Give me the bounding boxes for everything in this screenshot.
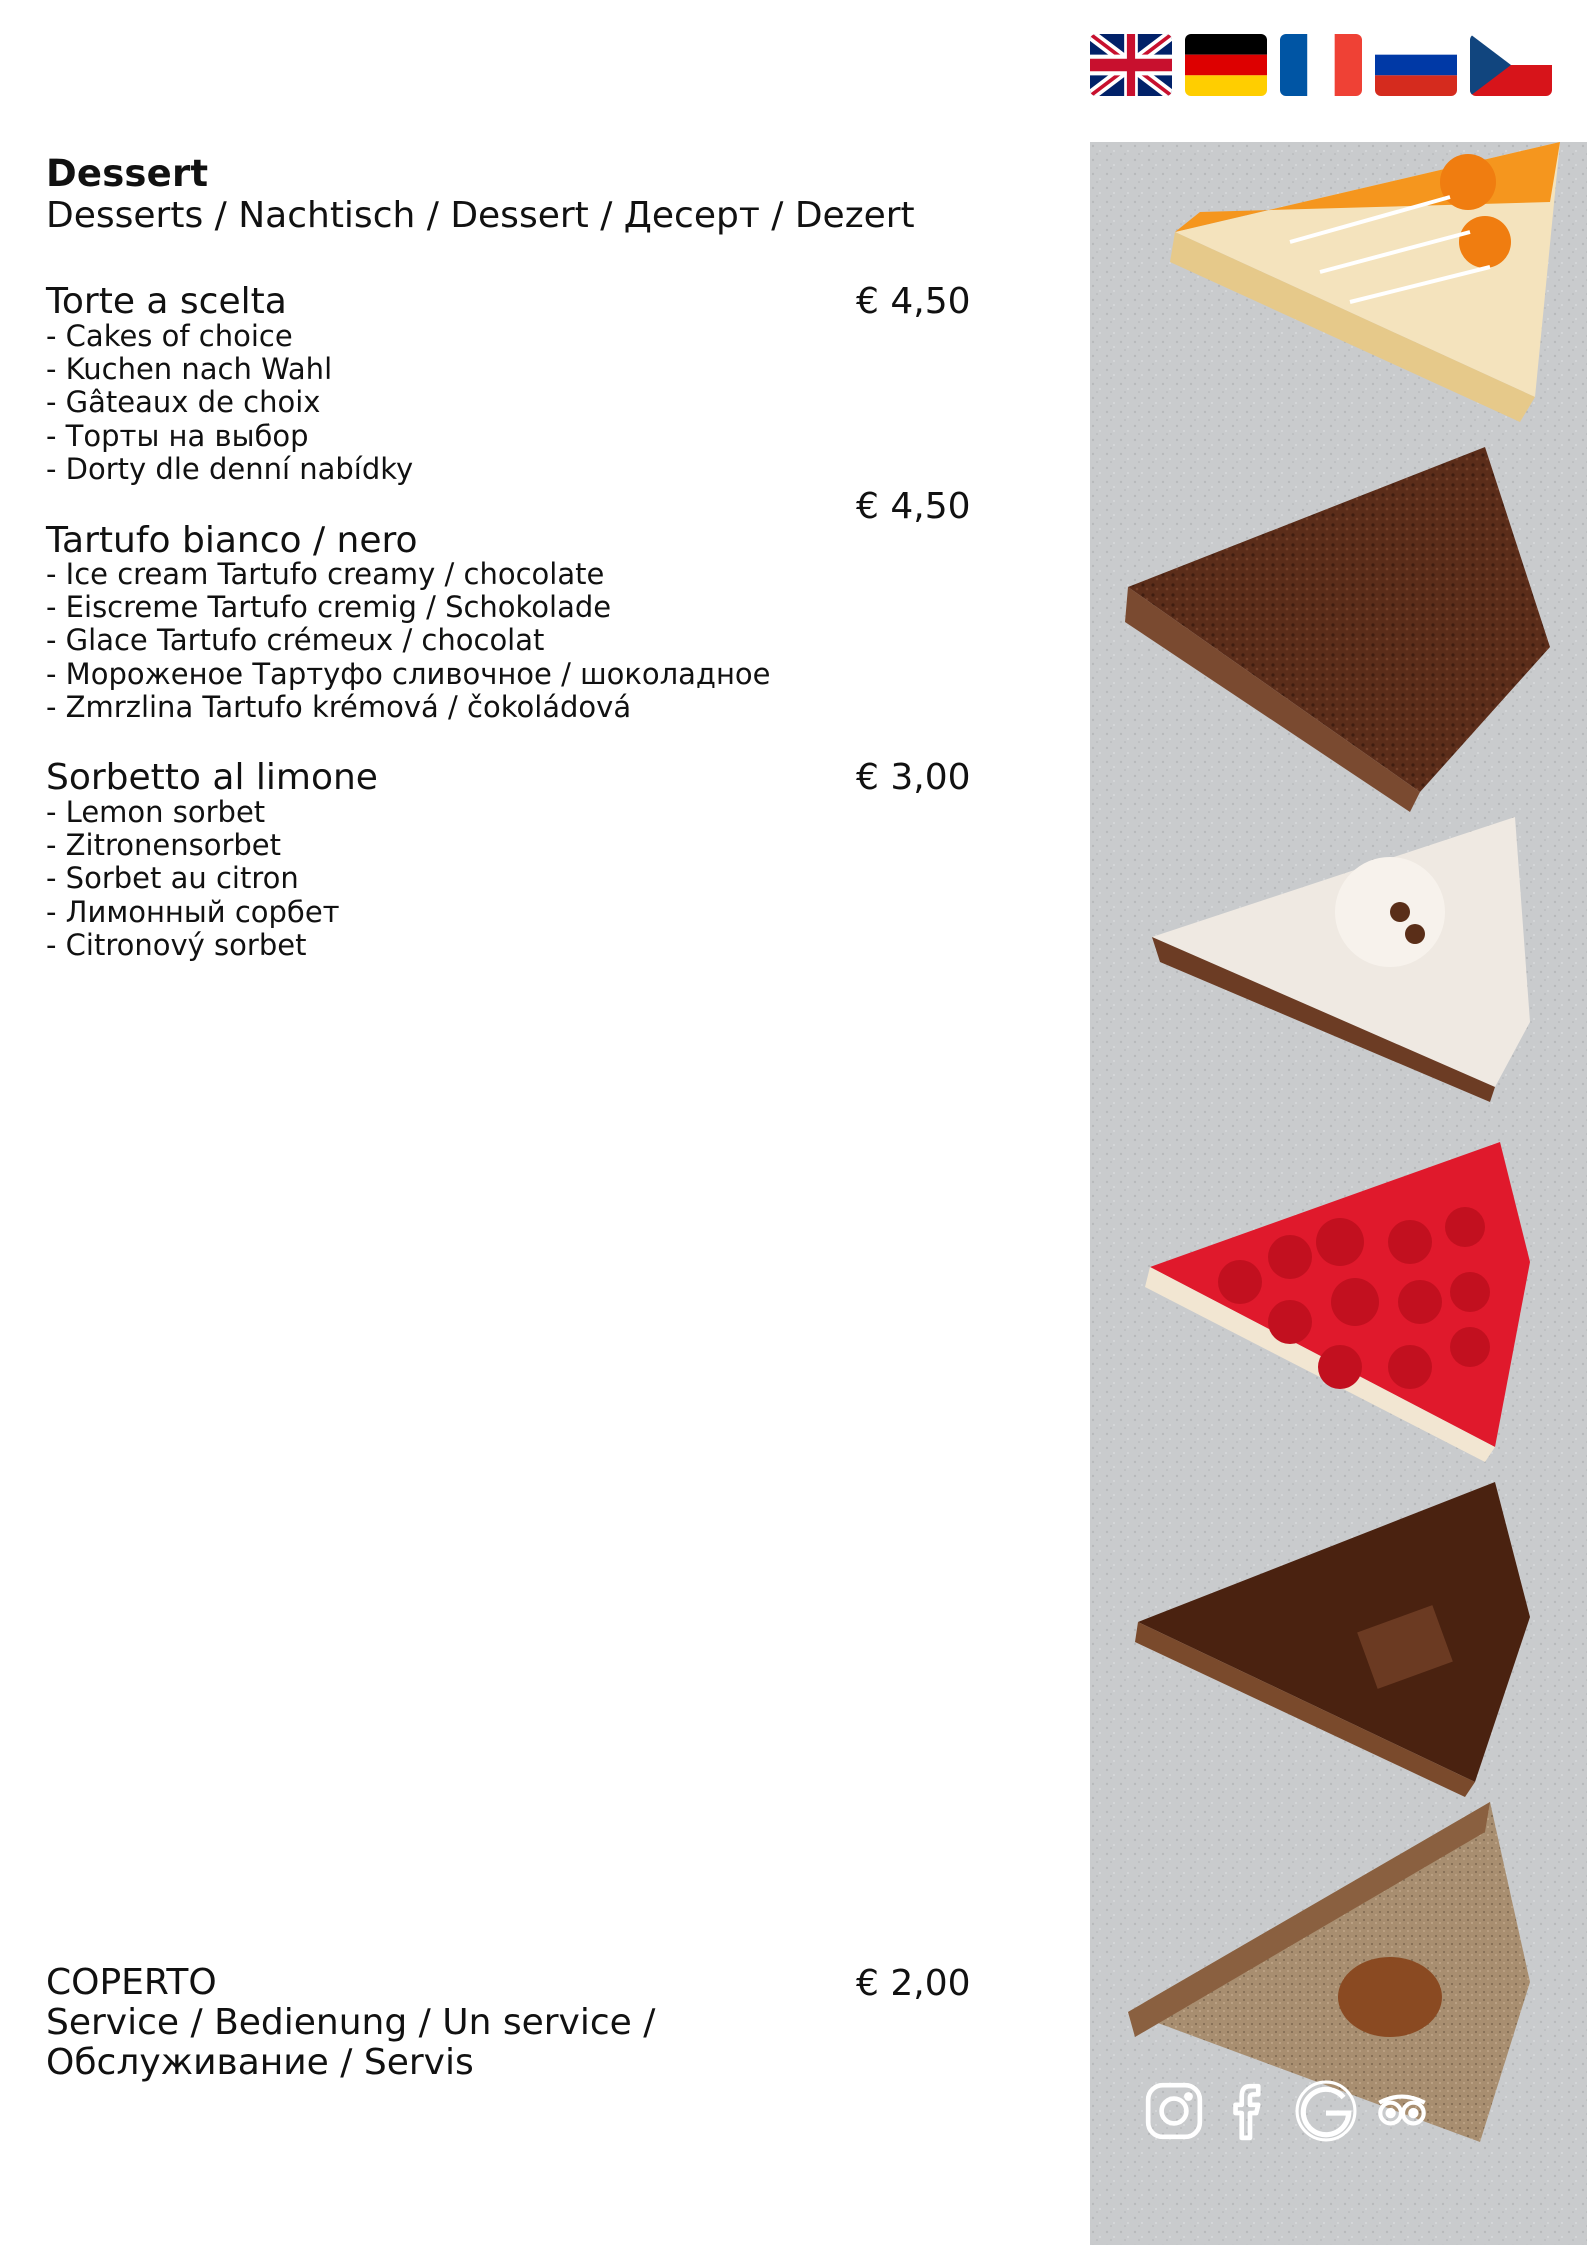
russian-flag-icon[interactable] — [1375, 34, 1457, 96]
translation-line: - Cakes of choice — [46, 319, 293, 353]
page-subtitle: Desserts / Nachtisch / Dessert / Десерт / Dezert — [46, 195, 915, 236]
czech-flag-icon[interactable] — [1470, 34, 1552, 96]
page-title: Dessert — [46, 152, 209, 195]
translation-line: - Kuchen nach Wahl — [46, 352, 333, 387]
menu-item-translations — [46, 320, 413, 486]
menu-item-name: Torte a scelta — [46, 281, 287, 322]
translation-line: - Торты на выбор — [46, 418, 309, 453]
facebook-icon[interactable] — [1219, 2080, 1281, 2142]
translation-line: - Лимонный сорбет — [46, 894, 340, 929]
translation-line: - Ice cream Tartufo creamy / chocolate — [46, 557, 605, 591]
language-flags — [1090, 34, 1552, 96]
translation-line: - Мороженое Тартуфо сливочное / шоколадное — [46, 656, 771, 691]
menu-item-name: Sorbetto al limone — [46, 757, 378, 798]
cover-charge-price: € 2,00 — [856, 1963, 971, 2004]
german-flag-icon[interactable] — [1185, 34, 1267, 96]
translation-line: - Dorty dle denní nabídky — [46, 451, 414, 486]
translation-line: - Lemon sorbet — [46, 795, 266, 829]
menu-item-price: € 4,50 — [856, 281, 971, 322]
google-icon[interactable] — [1295, 2080, 1357, 2142]
french-flag-icon[interactable] — [1280, 34, 1362, 96]
cover-charge-line: Обслуживание / Servis — [46, 2042, 474, 2083]
translation-line: - Sorbet au citron — [46, 861, 299, 896]
translation-line: - Zmrzlina Tartufo krémová / čokoládová — [46, 689, 632, 724]
menu-item-price: € 3,00 — [856, 757, 971, 798]
cover-charge — [46, 1963, 655, 2083]
menu-item-price: € 4,50 — [856, 486, 971, 527]
instagram-icon[interactable] — [1143, 2080, 1205, 2142]
cover-charge-line: Service / Bedienung / Un service / — [46, 2002, 656, 2043]
translation-line: - Gâteaux de choix — [46, 385, 321, 420]
menu-item-translations — [46, 796, 340, 962]
cake-slices-image — [1090, 142, 1587, 2245]
social-links — [1143, 2080, 1433, 2142]
tripadvisor-icon[interactable] — [1371, 2080, 1433, 2142]
menu-item-name: Tartufo bianco / nero — [46, 520, 418, 561]
menu-item-translations — [46, 558, 771, 724]
english-flag-icon[interactable] — [1090, 34, 1172, 96]
cover-charge-name: COPERTO — [46, 1962, 217, 2003]
translation-line: - Glace Tartufo crémeux / chocolat — [46, 623, 545, 658]
translation-line: - Citronový sorbet — [46, 927, 307, 962]
translation-line: - Zitronensorbet — [46, 828, 282, 863]
translation-line: - Eiscreme Tartufo cremig / Schokolade — [46, 590, 612, 625]
